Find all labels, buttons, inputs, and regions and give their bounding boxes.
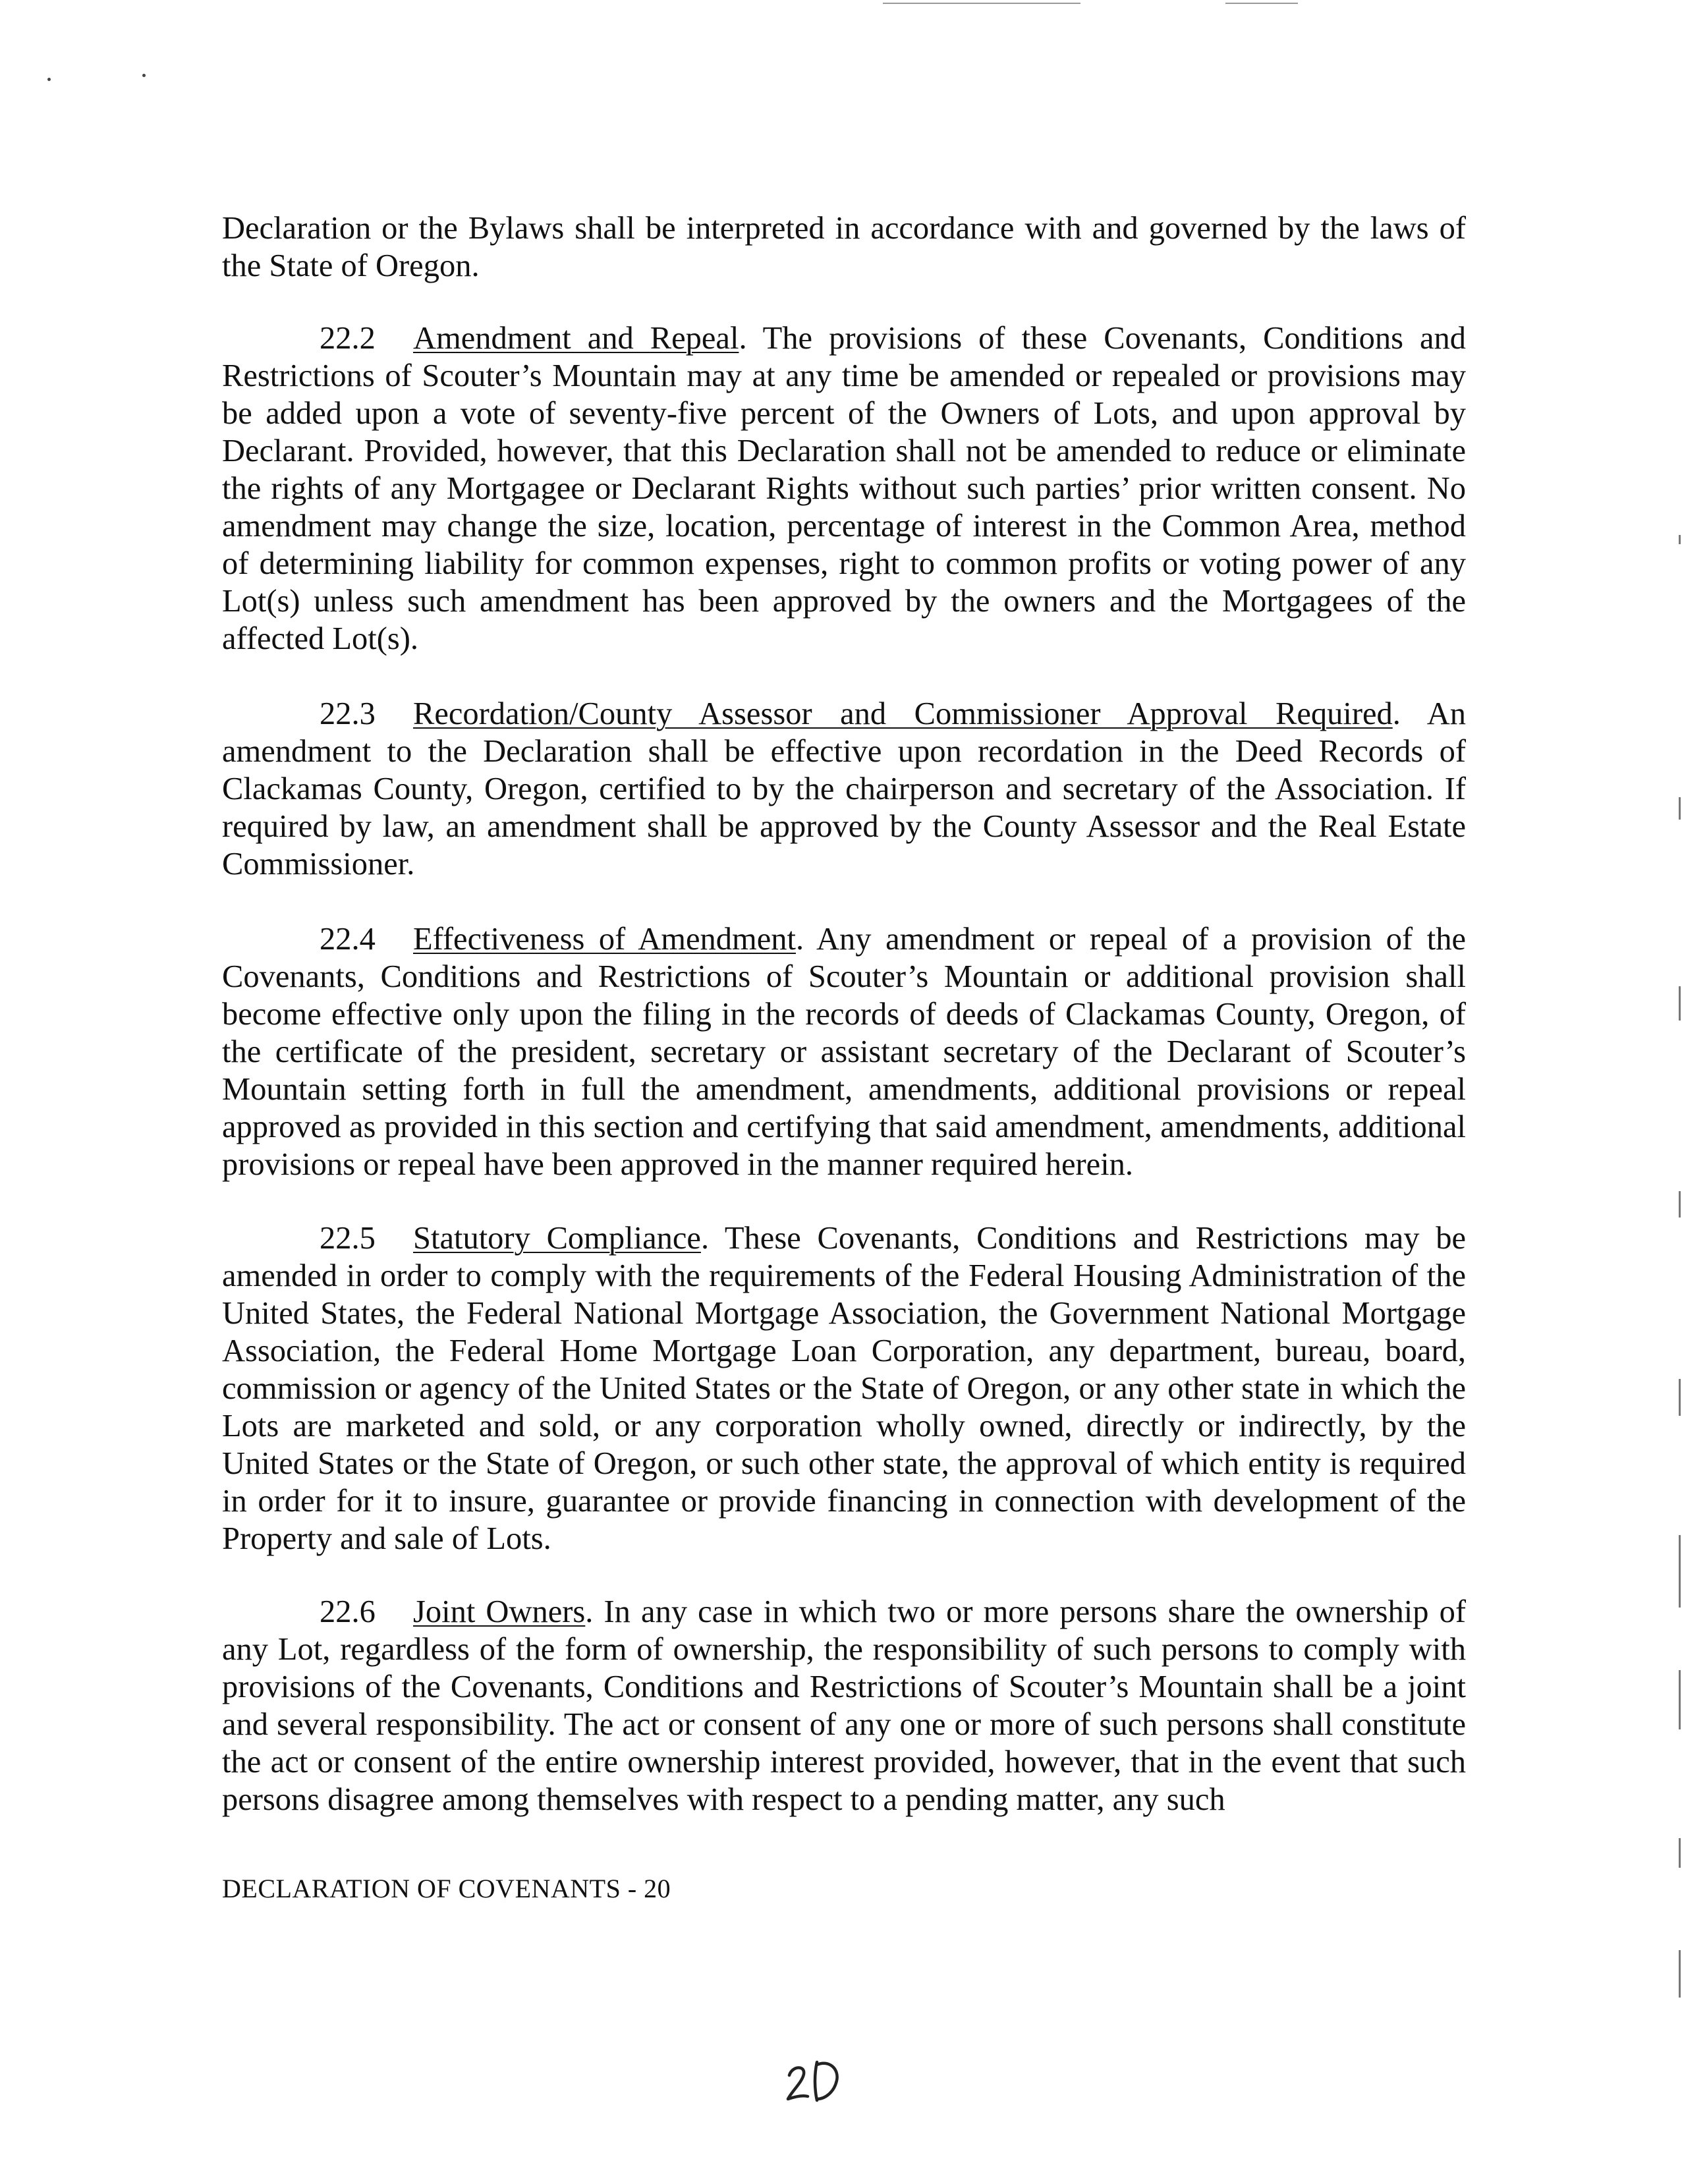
handwritten-page-number bbox=[783, 2054, 842, 2107]
section-22-5 bbox=[222, 1219, 1466, 1557]
section-heading: Joint Owners bbox=[413, 1594, 586, 1629]
section-heading: Recordation/County Assessor and Commissioner Approval Required bbox=[413, 696, 1393, 731]
paragraph-text: . Any amendment or repeal of a provision of the Covenants, Conditions and Restrictions of Scouter’s Mountain or additional provision shall become effective only upon the filing in the records of deeds of Clackamas County, Oregon, of the certificate of the president, secretary or assistant secretary of the Declarant of Scouter’s Mountain setting forth in full the amendment, amendments, additional provisions or repeal approved as provided in this section and certifying that said amendment, amendments, additional provisions or repeal have been approved in the manner required herein. bbox=[222, 922, 1467, 1182]
section-number: 22.5 bbox=[320, 1221, 376, 1256]
scan-edge-mark bbox=[1679, 1535, 1681, 1608]
paragraph-text: Declaration or the Bylaws shall be interpreted in accordance with and governed by the laws of the State of Oregon. bbox=[222, 211, 1466, 283]
section-heading: Effectiveness of Amendment bbox=[413, 922, 796, 957]
section-22-4 bbox=[222, 920, 1466, 1183]
paragraph-text: . The provisions of these Covenants, Conditions and Restrictions of Scouter’s Mountain may at any time be amended or repealed or provisions may be added upon a vote of seventy-five percent of the Owners of Lots, and upon approval by Declarant. Provided, however, that this Declaration shall not be amended to reduce or eliminate the rights of any Mortgagee or Declarant Rights without such parties’ prior written consent. No amendment may change the size, location, percentage of interest in the Common Area, method of determining liability for common expenses, right to common profits or voting power of any Lot(s) unless such amendment has been approved by the owners and the Mortgagees of the affected Lot(s). bbox=[222, 321, 1467, 656]
section-22-2 bbox=[222, 320, 1466, 658]
paragraph-text: . An amendment to the Declaration shall be effective upon recordation in the Deed Records of Clackamas County, Oregon, certified to by the chairperson and secretary of the Association. If required by law, an amendment shall be approved by the County Assessor and the Real Estate Commissioner. bbox=[222, 696, 1466, 882]
scan-edge-mark bbox=[1679, 1379, 1681, 1416]
section-number: 22.4 bbox=[320, 922, 376, 957]
scan-edge-mark bbox=[1679, 1950, 1681, 1998]
scan-speck bbox=[47, 78, 51, 81]
scan-edge-mark bbox=[1679, 535, 1681, 544]
section-number: 22.2 bbox=[320, 321, 376, 356]
section-heading: Amendment and Repeal bbox=[413, 321, 739, 356]
page-footer: DECLARATION OF COVENANTS - 20 bbox=[222, 1874, 671, 1903]
scan-speck bbox=[142, 74, 146, 77]
continuation-paragraph bbox=[222, 210, 1466, 285]
scan-edge-mark bbox=[1679, 986, 1681, 1021]
scan-edge-mark bbox=[1225, 3, 1298, 4]
scan-edge-mark bbox=[1679, 1191, 1681, 1218]
paragraph-text: . In any case in which two or more persons share the ownership of any Lot, regardless of the form of ownership, the responsibility of such persons to comply with provisions of the Covenants, Conditions and Restrictions of Scouter’s Mountain shall be a joint and several responsibility. The act or consent of any one or more of such persons shall constitute the act or consent of the entire ownership interest provided, however, that in the event that such persons disagree among themselves with respect to a pending matter, any such bbox=[222, 1594, 1466, 1817]
scan-edge-mark bbox=[883, 3, 1080, 4]
section-heading: Statutory Compliance bbox=[413, 1221, 701, 1256]
scan-edge-mark bbox=[1679, 1670, 1681, 1729]
scan-edge-mark bbox=[1679, 797, 1681, 820]
paragraph-text: . These Covenants, Conditions and Restrictions may be amended in order to comply with the requirements of the Federal Housing Administration of the United States, the Federal National Mortgage Association, the Government National Mortgage Association, the Federal Home Mortgage Loan Corporation, any department, bureau, board, commission or agency of the United States or the State of Oregon, or any other state in which the Lots are marketed and sold, or any corporation wholly owned, directly or indirectly, by the United States or the State of Oregon, or such other state, the approval of which entity is required in order for it to insure, guarantee or provide financing in connection with development of the Property and sale of Lots. bbox=[222, 1221, 1466, 1556]
scan-edge-mark bbox=[1679, 1838, 1681, 1868]
section-number: 22.3 bbox=[320, 696, 376, 731]
section-number: 22.6 bbox=[320, 1594, 376, 1629]
section-22-3 bbox=[222, 695, 1466, 883]
section-22-6 bbox=[222, 1593, 1466, 1818]
